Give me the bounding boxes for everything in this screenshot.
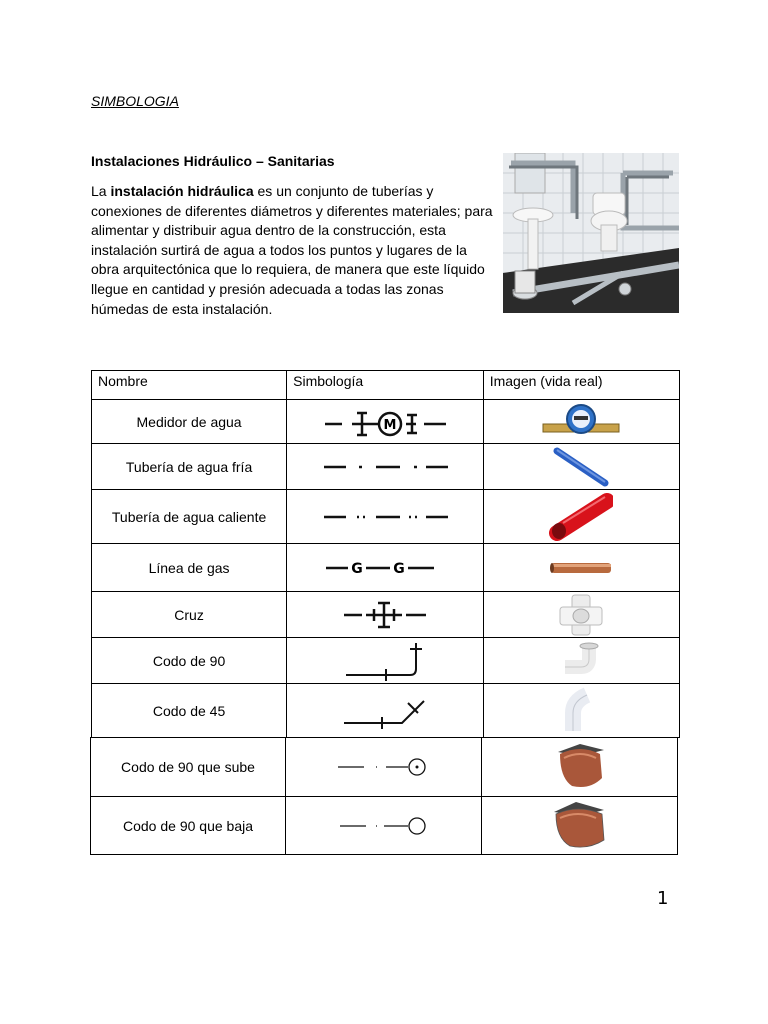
table-row xyxy=(92,400,680,444)
row-name: Medidor de agua xyxy=(92,400,287,444)
table-row xyxy=(91,738,678,797)
gas-letter: G xyxy=(351,560,363,577)
table-row xyxy=(92,684,680,738)
elbow-90-photo-icon xyxy=(483,638,679,684)
symbology-table xyxy=(91,370,680,738)
elbow-45-photo-icon xyxy=(483,684,679,738)
header-symbol-label: Simbología xyxy=(293,373,364,389)
gas-line-symbol-icon xyxy=(287,544,484,592)
row-name: Línea de gas xyxy=(92,544,287,592)
header-name-label: Nombre xyxy=(98,373,148,389)
row-name: Codo de 90 que baja xyxy=(91,797,286,855)
elbow-90-down-symbol-icon xyxy=(286,797,482,855)
section-title: Instalaciones Hidráulico – Sanitarias xyxy=(91,153,335,169)
table-header-row xyxy=(92,371,680,400)
page-number: 1 xyxy=(657,888,669,909)
table-row xyxy=(92,592,680,638)
table-row xyxy=(92,638,680,684)
row-name: Codo de 90 que sube xyxy=(91,738,286,797)
table-row xyxy=(92,490,680,544)
header-name xyxy=(92,371,287,400)
cross-fitting-photo-icon xyxy=(483,592,679,638)
header-image-label: Imagen (vida real) xyxy=(489,373,603,389)
header-symbol xyxy=(287,371,484,400)
blue-pipe-photo-icon xyxy=(483,444,679,490)
meter-letter: M xyxy=(383,417,397,433)
intro-prefix: La xyxy=(91,183,111,199)
row-name: Codo de 45 xyxy=(92,684,287,738)
elbow-up-3d-photo-icon xyxy=(482,738,678,797)
intro-paragraph xyxy=(91,182,496,319)
elbow-45-symbol-icon xyxy=(287,684,484,738)
intro-bold-term: instalación hidráulica xyxy=(110,183,254,199)
page-heading: SIMBOLOGIA xyxy=(91,93,179,109)
row-name: Codo de 90 xyxy=(92,638,287,684)
gas-letter: G xyxy=(393,560,405,577)
table-row xyxy=(92,544,680,592)
table-row xyxy=(92,444,680,490)
cross-fitting-symbol-icon xyxy=(287,592,484,638)
intro-body: es un conjunto de tuberías y conexiones de diferentes diámetros y diferentes materiales; para alimentar y distribuir agua dentro de la construcción, esta instalación surtirá de agua a todos los puntos y lugares de la obra arquitectónica que lo requiera, de manera que este líquido llegue en cantidad y presión adecuada a todas las zonas húmedas de esta instalación. xyxy=(91,183,493,317)
symbology-table-continued xyxy=(90,737,678,855)
elbow-down-3d-photo-icon xyxy=(482,797,678,855)
hot-water-pipe-symbol-icon xyxy=(287,490,484,544)
elbow-90-up-symbol-icon xyxy=(286,738,482,797)
copper-pipe-photo-icon xyxy=(483,544,679,592)
bathroom-installation-photo xyxy=(503,153,679,313)
water-meter-photo-icon xyxy=(483,400,679,444)
elbow-90-symbol-icon xyxy=(287,638,484,684)
water-meter-symbol-icon xyxy=(287,400,484,444)
header-image xyxy=(483,371,679,400)
cold-water-pipe-symbol-icon xyxy=(287,444,484,490)
red-pipe-photo-icon xyxy=(483,490,679,544)
row-name: Tubería de agua fría xyxy=(92,444,287,490)
row-name: Tubería de agua caliente xyxy=(92,490,287,544)
row-name: Cruz xyxy=(92,592,287,638)
table-row xyxy=(91,797,678,855)
